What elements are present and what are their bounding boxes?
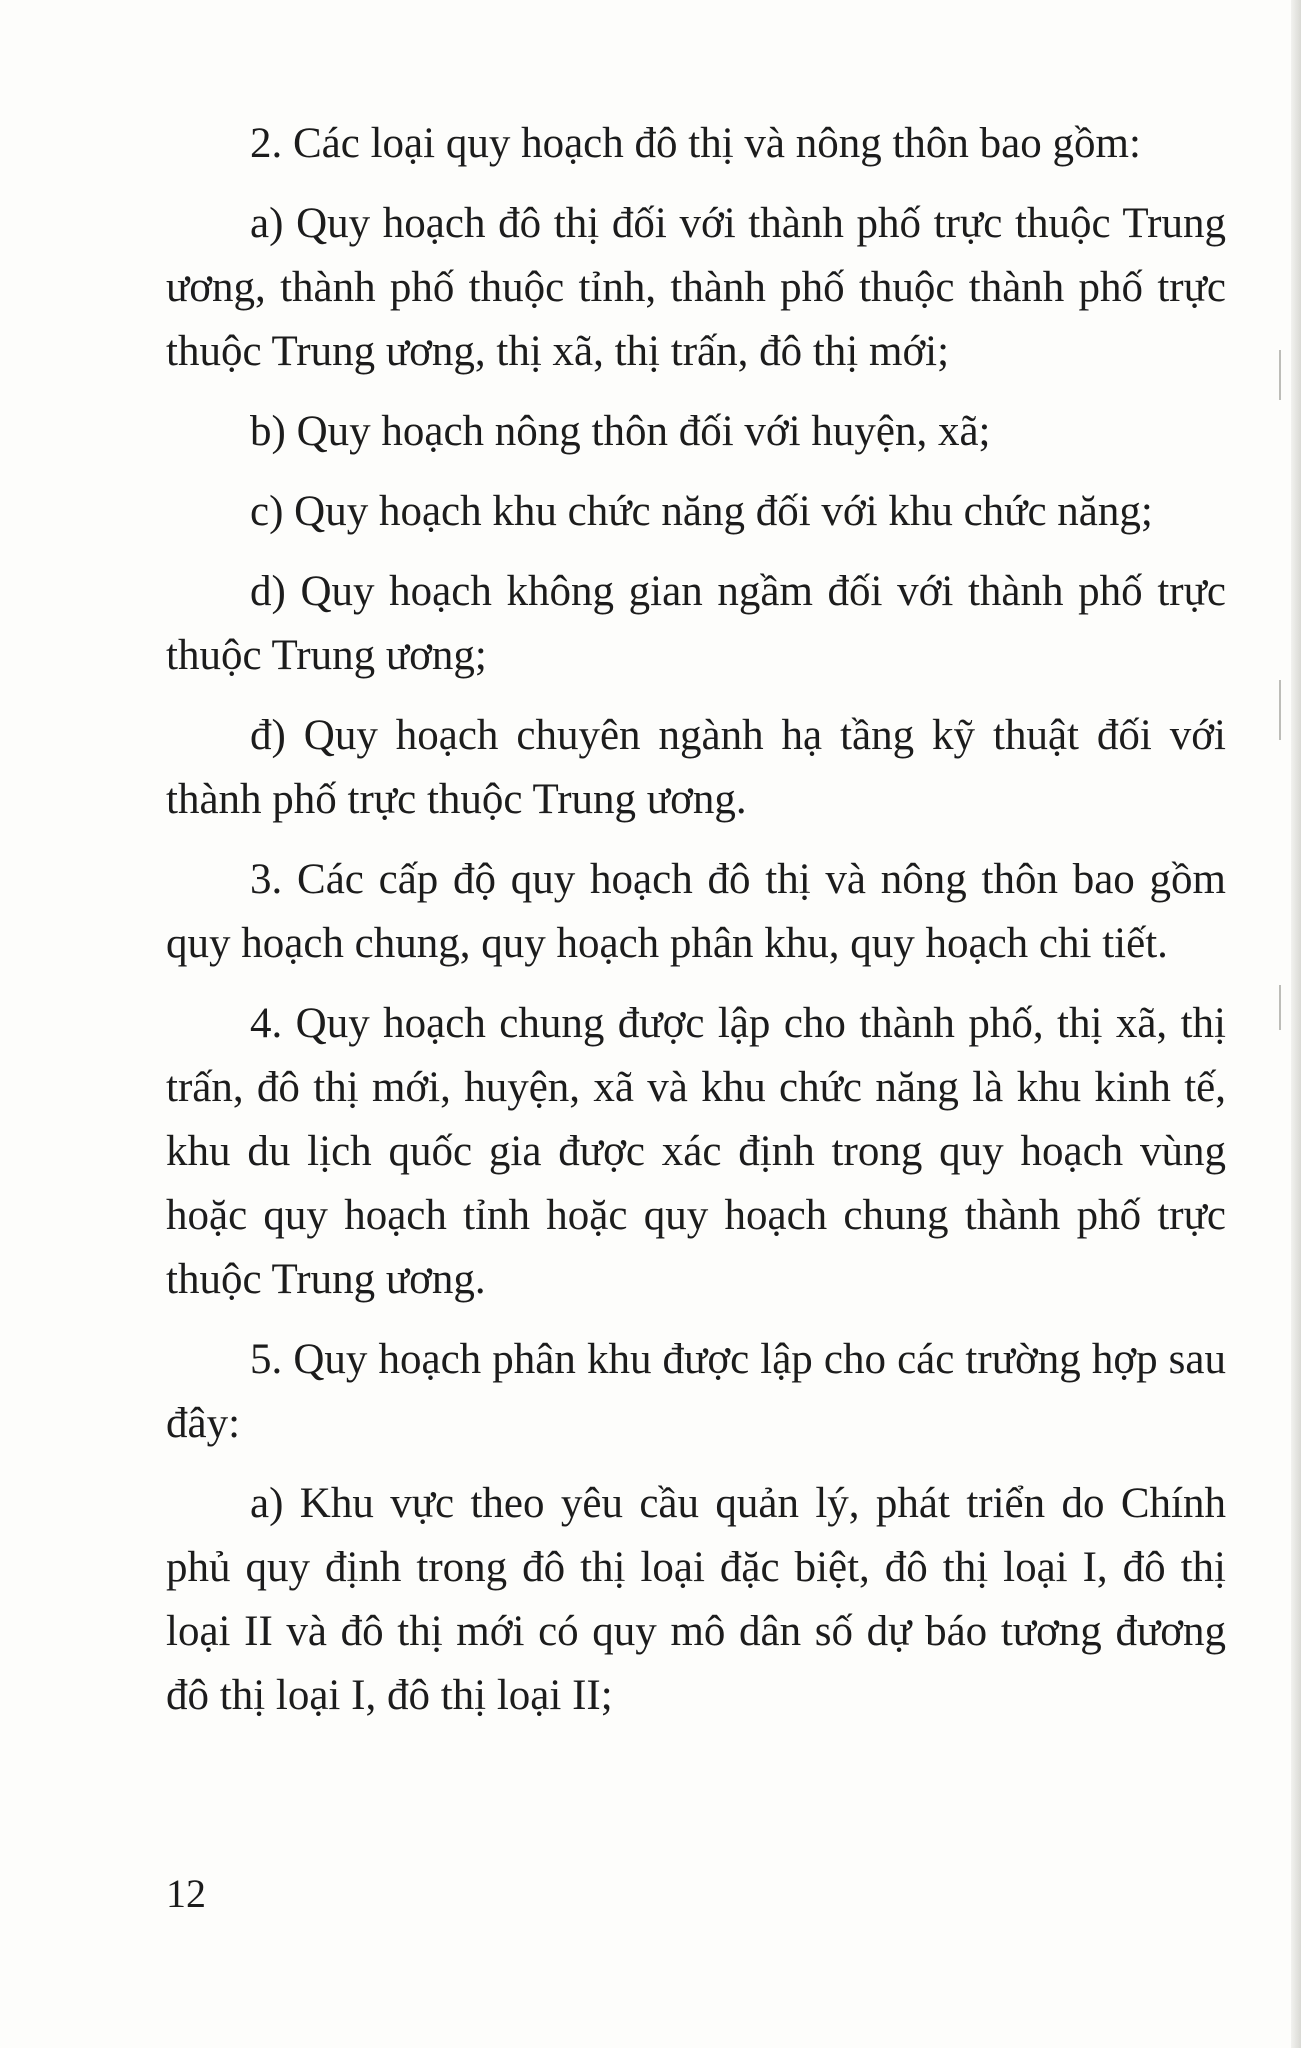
margin-mark [1279,985,1281,1030]
paragraph-item-2a: a) Quy hoạch đô thị đối với thành phố trực thuộc Trung ương, thành phố thuộc tỉnh, thành phố thuộc thành phố trực thuộc Trung ương, thị xã, thị trấn, đô thị mới; [166,200,1226,375]
paragraph-item-2: 2. Các loại quy hoạch đô thị và nông thôn bao gồm: [250,120,1141,167]
paragraph-item-4: 4. Quy hoạch chung được lập cho thành phố, thị xã, thị trấn, đô thị mới, huyện, xã và khu chức năng là khu kinh tế, khu du lịch quốc gia được xác định trong quy hoạch vùng hoặc quy hoạch tỉnh hoặc quy hoạch chung thành phố trực thuộc Trung ương. [166,1000,1226,1303]
paragraph-item-2dd: đ) Quy hoạch chuyên ngành hạ tầng kỹ thuật đối với thành phố trực thuộc Trung ương. [166,712,1226,823]
paragraph-item-2c: c) Quy hoạch khu chức năng đối với khu chức năng; [250,488,1153,535]
paragraph-item-2d: d) Quy hoạch không gian ngầm đối với thành phố trực thuộc Trung ương; [166,568,1226,679]
page-edge [1291,0,1301,2048]
paragraph-item-3: 3. Các cấp độ quy hoạch đô thị và nông thôn bao gồm quy hoạch chung, quy hoạch phân khu, quy hoạch chi tiết. [166,856,1226,967]
margin-mark [1279,350,1281,400]
document-body [166,112,1226,1744]
page-number: 12 [166,1871,206,1916]
margin-mark [1279,680,1281,740]
paragraph-item-5: 5. Quy hoạch phân khu được lập cho các trường hợp sau đây: [166,1336,1226,1447]
paragraph-item-2b: b) Quy hoạch nông thôn đối với huyện, xã; [250,408,991,455]
paragraph-item-5a: a) Khu vực theo yêu cầu quản lý, phát triển do Chính phủ quy định trong đô thị loại đặc biệt, đô thị loại I, đô thị loại II và đô thị mới có quy mô dân số dự báo tương đương đô thị loại I, đô thị loại II; [166,1480,1226,1719]
